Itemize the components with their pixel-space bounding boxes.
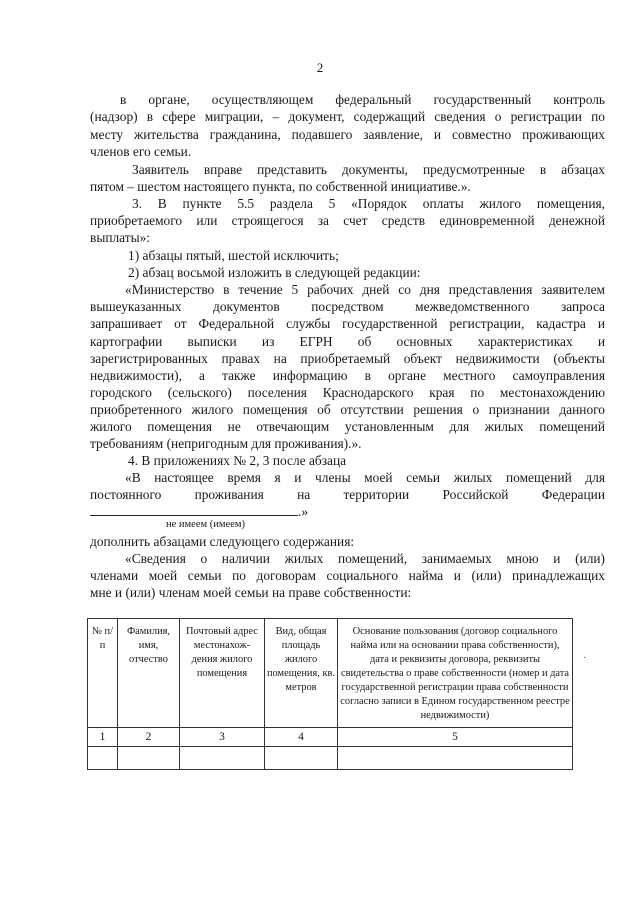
table-header-row [88,619,573,728]
text-line: выплаты»: [90,230,151,245]
header-number: № п/п [88,619,118,728]
text-line: (надзор) в сфере миграции, – документ, содержащий сведения о регистрации по [90,109,605,124]
text-line: членов его семьи. [90,144,192,159]
column-number: 3 [180,728,265,747]
header-type-area: Вид, общая площадь жилого помещения, кв. метров [265,619,338,728]
text-line: пятом – шестом настоящего пункта, по собственной инициативе.». [90,179,471,194]
text-line: городского (сельского) поселения Краснодарского края по местонахождению [90,385,605,400]
text-line: мне и (или) членам моей семьи на праве собственности: [90,585,412,600]
table-cell [265,747,338,770]
text-line: 1) абзацы пятый, шестой исключить; [128,248,339,263]
text-line: постоянного проживания на территории Российской Федерации [90,487,605,502]
table-cell [180,747,265,770]
text-line: приобретаемого или строящегося за счет средств единовременной денежной [90,213,605,228]
blank-underline [90,503,298,516]
text-line: «Сведения о наличии жилых помещений, занимаемых мною и (или) [125,551,605,566]
text-line: 2) абзац восьмой изложить в следующей редакции: [128,265,421,280]
text-line: вышеуказанных документов посредством межведомственного запроса [90,299,605,314]
text-line: картографии выписки из ЕГРН об основных характеристиках и [90,334,605,349]
housing-info-table [87,618,573,770]
text-line: запрашивает от Федеральной службы государственной регистрации, кадастра и [90,316,605,331]
column-number: 5 [338,728,573,747]
header-postal-address: Почтовый адрес местонахож-дения жилого помещения [180,619,265,728]
page-number: 2 [316,60,324,75]
column-number: 4 [265,728,338,747]
blank-line-note: не имеем (имеем) [166,519,245,530]
header-basis-of-use: Основание пользования (договор социального найма или на основании права собственности), дата и реквизиты договора, реквизиты свидетельства о праве собственности (номер и дата государственной регистрации права собственности согласно записи в Едином государственном реестре недвижимости) [338,619,573,728]
text-line: жилого помещения не отвечающим установленным для жилых помещений [90,419,605,434]
text-line: Заявитель вправе представить документы, предусмотренные в абзацах [132,162,605,177]
text-line: требованиям (непригодным для проживания).». [90,436,362,451]
table-cell [88,747,118,770]
column-number: 2 [118,728,180,747]
text-line: «Министерство в течение 5 рабочих дней со дня представления заявителем [125,282,605,297]
text-line: приобретенного жилого помещения об отсутствии решения о признании данного [90,402,605,417]
text-line: 3. В пункте 5.5 раздела 5 «Порядок оплаты жилого помещения, [132,196,605,211]
table-cell [338,747,573,770]
text-line: 4. В приложениях № 2, 3 после абзаца [128,453,347,468]
blank-line-suffix: .» [298,504,309,519]
table-column-numbers-row [88,728,573,747]
table-cell [118,747,180,770]
column-number: 1 [88,728,118,747]
header-full-name: Фамилия, имя, отчество [118,619,180,728]
text-line: недвижимости), а также информацию в органе местного самоуправления [90,368,605,383]
text-line: в органе, осуществляющем федеральный государственный контроль [120,92,605,107]
text-line: «В настоящее время я и члены моей семьи жилых помещений для [125,470,605,485]
margin-mark: · [583,652,587,664]
text-line: членами моей семьи по договорам социального найма и (или) принадлежащих [90,568,605,583]
text-line: зарегистрированных правах на приобретаемый объект недвижимости (объекты [90,351,605,366]
table-row [88,747,573,770]
text-line: дополнить абзацами следующего содержания: [90,534,355,549]
text-line: месту жительства гражданина, подавшего заявление, и совместно проживающих [90,127,605,142]
blank-fill-line [90,503,605,520]
